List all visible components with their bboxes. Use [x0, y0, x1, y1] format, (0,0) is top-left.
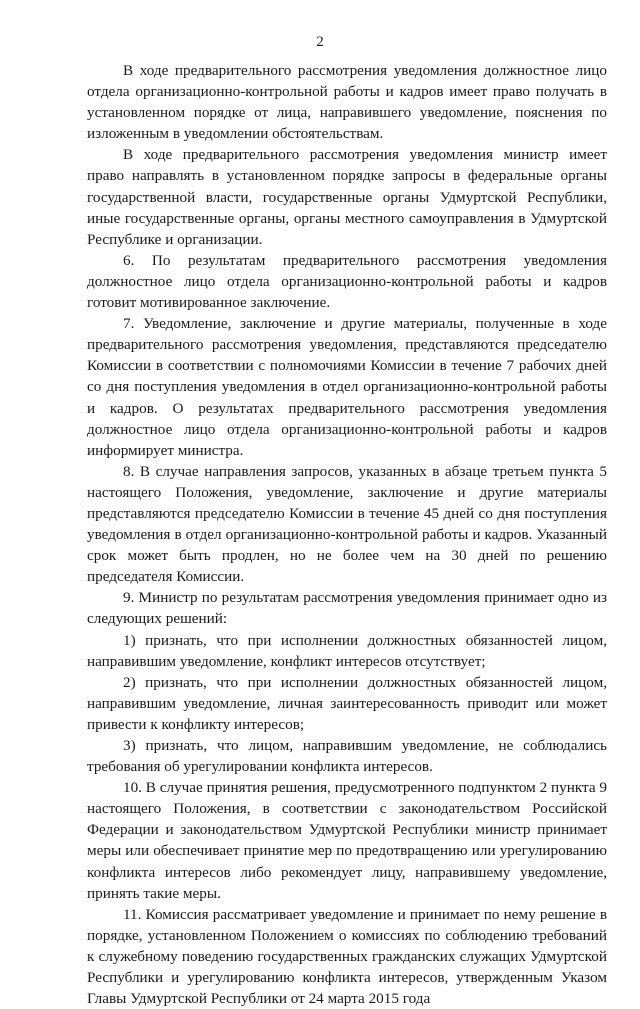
paragraph-decision-1: 1) признать, что при исполнении должностных обязанностей лицом, направившим уведомление, конфликт интересов отсутствует;: [87, 631, 607, 670]
paragraph-item-7: 7. Уведомление, заключение и другие материалы, полученные в ходе предварительного рассмотрения уведомления, представляются председателю Комиссии в соответствии с полномочиями Комиссии в течение 7 рабочих дней со дня поступления уведомления в отдел организационно-контрольной работы и кадров. О результатах предварительного рассмотрения уведомления должностное лицо отдела организационно-контрольной работы и кадров информирует министра.: [87, 315, 607, 459]
paragraph-preliminary-review-explanations: В ходе предварительного рассмотрения уведомления должностное лицо отдела организационно-контрольной работы и кадров имеет право получать в установленном порядке от лица, направившего уведомление, пояснения по изложенным в уведомлении обстоятельствам.: [87, 62, 607, 143]
paragraph-item-6: 6. По результатам предварительного рассмотрения уведомления должностное лицо отдела организационно-контрольной работы и кадров готовит мотивированное заключение.: [87, 251, 607, 312]
paragraph-item-8: 8. В случае направления запросов, указанных в абзаце третьем пункта 5 настоящего Положения, уведомление, заключение и другие материалы представляются председателю Комиссии в течение 45 дней со дня поступления уведомления в отдел организационно-контрольной работы и кадров. Указанный срок может быть продлен, но не более чем на 30 дней по решению председателя Комиссии.: [87, 462, 607, 586]
document-body: [87, 60, 607, 1009]
paragraph-minister-requests: В ходе предварительного рассмотрения уведомления министр имеет право направлять в установленном порядке запросы в федеральные органы государственной власти, государственные органы Удмуртской Республики, иные государственные органы, органы местного самоуправления в Удмуртской Республике и организации.: [87, 146, 607, 248]
paragraph-decision-3: 3) признать, что лицом, направившим уведомление, не соблюдались требования об урегулировании конфликта интересов.: [87, 737, 607, 776]
page-number: 2: [316, 34, 324, 50]
paragraph-item-9: 9. Министр по результатам рассмотрения уведомления принимает одно из следующих решений:: [87, 589, 607, 628]
paragraph-item-10: 10. В случае принятия решения, предусмотренного подпунктом 2 пункта 9 настоящего Положения, в соответствии с законодательством Российской Федерации и законодательством Удмуртской Республики министр принимает меры или обеспечивает принятие мер по предотвращению или урегулированию конфликта интересов либо рекомендует лицу, направившему уведомление, принять такие меры.: [87, 779, 607, 902]
paragraph-decision-2: 2) признать, что при исполнении должностных обязанностей лицом, направившим уведомление, личная заинтересованность приводит или может привести к конфликту интересов;: [87, 673, 607, 733]
paragraph-item-11: 11. Комиссия рассматривает уведомление и принимает по нему решение в порядке, установленном Положением о комиссиях по соблюдению требований к служебному поведению государственных гражданских служащих Удмуртской Республики и урегулированию конфликта интересов, утвержденным Указом Главы Удмуртской Республики от 24 марта 2015 года: [87, 905, 607, 1008]
